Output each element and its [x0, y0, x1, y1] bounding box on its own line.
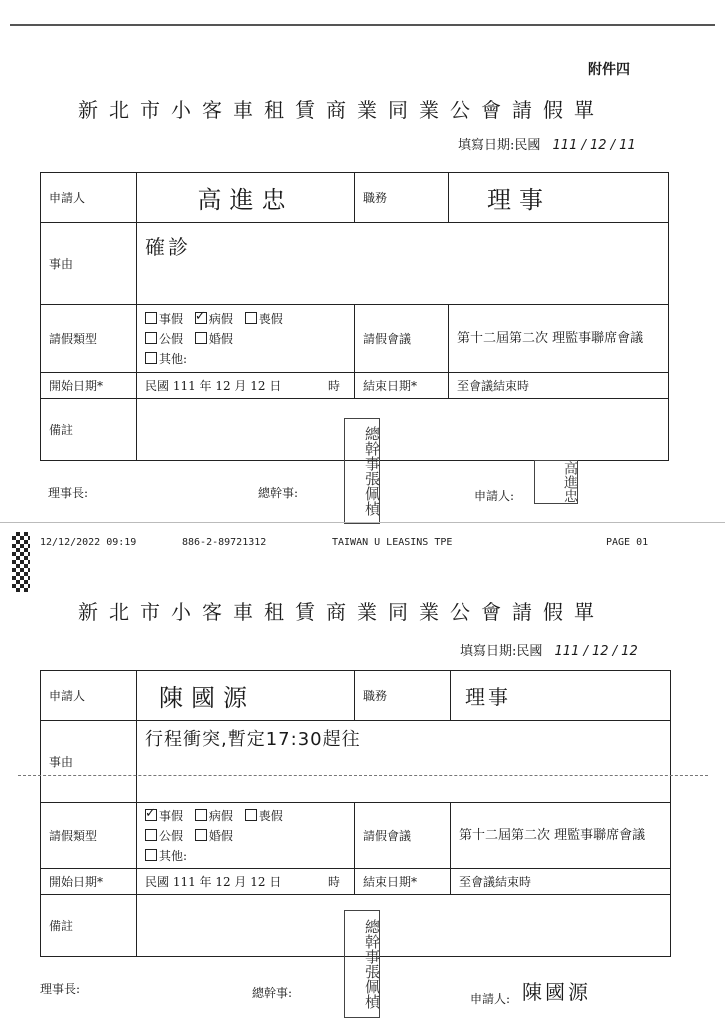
end-date-value: 至會議結束時	[451, 869, 671, 895]
fill-date	[458, 134, 636, 153]
other-leave-label: 其他:	[159, 848, 188, 863]
remarks-value[interactable]	[137, 895, 671, 957]
fax-phone: 886-2-89721312	[182, 537, 267, 548]
secretary-seal-stamp: 總幹事張佩楨	[344, 418, 380, 524]
end-date-label: 結束日期*	[355, 373, 449, 399]
position-value: 理事	[465, 685, 511, 709]
other-leave-checkbox[interactable]	[145, 352, 157, 364]
fill-date	[460, 640, 638, 659]
funeral-leave-label: 喪假	[258, 311, 283, 326]
secretary-label: 總幹事:	[252, 986, 293, 1000]
page-divider	[0, 522, 725, 523]
personal-leave-label: 事假	[159, 808, 184, 823]
official-leave-label: 公假	[159, 828, 184, 843]
reason-label: 事由	[41, 223, 137, 305]
leave-type-label: 請假類型	[41, 803, 137, 869]
meeting-label: 請假會議	[355, 305, 449, 373]
scan-top-edge	[10, 24, 715, 26]
sick-leave-label: 病假	[208, 311, 233, 326]
personal-leave-checkbox[interactable]	[145, 312, 157, 324]
remarks-label: 備註	[41, 895, 137, 957]
fax-datetime: 12/12/2022 09:19	[40, 537, 137, 548]
start-date-label: 開始日期*	[41, 869, 137, 895]
reason-value: 確診	[145, 235, 191, 259]
personal-leave-label: 事假	[159, 311, 184, 326]
secretary-seal-stamp: 總幹事張佩楨	[344, 910, 380, 1018]
applicant-sign-label: 申請人:	[474, 489, 515, 503]
applicant-signature: 陳國源	[522, 980, 591, 1004]
reason-label: 事由	[41, 721, 137, 803]
marriage-leave-label: 婚假	[208, 331, 233, 346]
fax-edge-marks	[12, 532, 30, 592]
leave-type-label: 請假類型	[41, 305, 137, 373]
marriage-leave-checkbox[interactable]	[195, 332, 207, 344]
chairman-label: 理事長:	[40, 982, 81, 996]
attachment-label: 附件四	[588, 62, 630, 78]
funeral-leave-checkbox[interactable]	[245, 312, 257, 324]
meeting-value: 第十二屆第二次 理監事聯席會議	[449, 305, 669, 373]
sick-leave-checkbox[interactable]	[195, 312, 207, 324]
start-date-value: 民國 111 年 12 月 12 日	[145, 875, 282, 889]
end-date-label: 結束日期*	[355, 869, 451, 895]
form-title: 新北市小客車租賃商業同業公會請假單	[78, 98, 605, 122]
meeting-value: 第十二屆第二次 理監事聯席會議	[451, 803, 671, 869]
fax-scan-line	[18, 775, 708, 776]
applicant-label: 申請人	[41, 671, 137, 721]
official-leave-checkbox[interactable]	[145, 829, 157, 841]
sick-leave-label: 病假	[208, 808, 233, 823]
applicant-value: 高進忠	[197, 186, 294, 214]
marriage-leave-checkbox[interactable]	[195, 829, 207, 841]
sick-leave-checkbox[interactable]	[195, 809, 207, 821]
start-time-label: 時	[327, 379, 340, 393]
leave-type-options	[137, 803, 355, 869]
meeting-label: 請假會議	[355, 803, 451, 869]
start-time-label: 時	[327, 875, 340, 889]
position-label: 職務	[355, 671, 451, 721]
form-title: 新北市小客車租賃商業同業公會請假單	[78, 600, 605, 624]
funeral-leave-label: 喪假	[258, 808, 283, 823]
fill-date-label: 填寫日期:民國	[458, 138, 541, 153]
applicant-label: 申請人	[41, 173, 137, 223]
official-leave-checkbox[interactable]	[145, 332, 157, 344]
fill-date-value: 111 / 12 / 11	[552, 138, 636, 153]
remarks-value[interactable]	[137, 399, 669, 461]
position-value: 理事	[487, 186, 551, 214]
applicant-value: 陳國源	[159, 684, 255, 712]
marriage-leave-label: 婚假	[208, 828, 233, 843]
secretary-label: 總幹事:	[258, 486, 299, 500]
other-leave-label: 其他:	[159, 351, 188, 366]
applicant-sign-label: 申請人:	[470, 992, 511, 1006]
personal-leave-checkbox[interactable]	[145, 809, 157, 821]
fax-sender: TAIWAN U LEASINS TPE	[332, 537, 453, 548]
remarks-label: 備註	[41, 399, 137, 461]
leave-type-options	[137, 305, 355, 373]
fax-page: PAGE 01	[606, 537, 649, 548]
funeral-leave-checkbox[interactable]	[245, 809, 257, 821]
fill-date-value: 111 / 12 / 12	[554, 644, 638, 659]
start-date-label: 開始日期*	[41, 373, 137, 399]
chairman-label: 理事長:	[48, 486, 89, 500]
other-leave-checkbox[interactable]	[145, 849, 157, 861]
reason-value: 行程衝突,暫定17:30趕往	[145, 729, 361, 750]
fill-date-label: 填寫日期:民國	[460, 644, 543, 659]
official-leave-label: 公假	[159, 331, 184, 346]
start-date-value: 民國 111 年 12 月 12 日	[145, 379, 282, 393]
end-date-value: 至會議結束時	[449, 373, 669, 399]
position-label: 職務	[355, 173, 449, 223]
applicant-seal-stamp: 高進忠	[534, 460, 578, 504]
